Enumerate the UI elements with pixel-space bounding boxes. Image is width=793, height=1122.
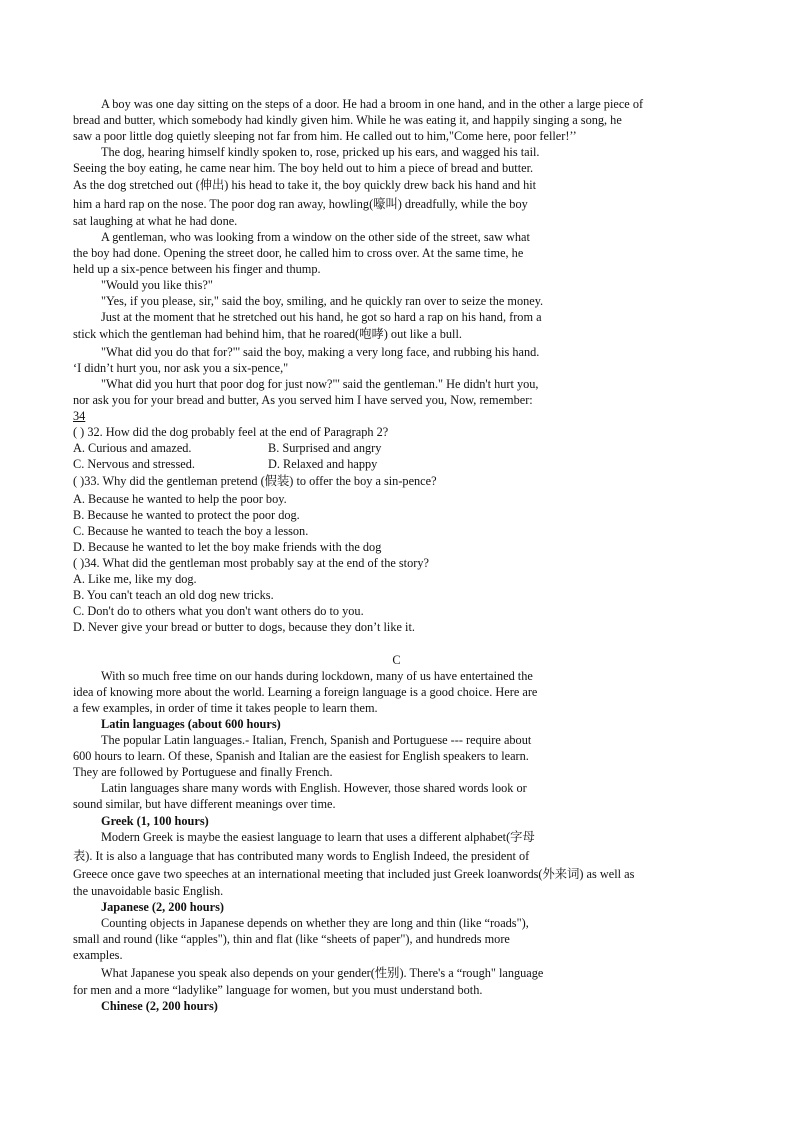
chinese-title: Chinese (2, 200 hours) xyxy=(101,999,218,1013)
q34-option-d: D. Never give your bread or butter to dogs, because they don’t like it. xyxy=(73,620,415,634)
passage-b-p2-line1: The dog, hearing himself kindly spoken to, rose, pricked up his ears, and wagged his tail. xyxy=(101,145,540,159)
q32-option-b: B. Surprised and angry xyxy=(268,441,382,455)
latin-p1-line1: The popular Latin languages.- Italian, French, Spanish and Portuguese --- require about xyxy=(101,733,532,747)
q34-option-b: B. You can't teach an old dog new tricks. xyxy=(73,588,274,602)
q33-option-a: A. Because he wanted to help the poor boy. xyxy=(73,492,287,506)
passage-b-p7-line2: ‘I didn’t hurt you, nor ask you a six-pence," xyxy=(73,361,289,375)
q33-option-b: B. Because he wanted to protect the poor dog. xyxy=(73,508,300,522)
passage-b-p6-line2: stick which the gentleman had behind him, that he roared(咆哮) out like a bull. xyxy=(73,327,462,341)
latin-p1-line2: 600 hours to learn. Of these, Spanish and Italian are the easiest for English speakers to learn. xyxy=(73,749,529,763)
latin-p1-line3: They are followed by Portuguese and finally French. xyxy=(73,765,333,779)
greek-p-line4: the unavoidable basic English. xyxy=(73,884,224,898)
passage-b-p8-line1: "What did you hurt that poor dog for just now?"' said the gentleman." He didn't hurt you, xyxy=(101,377,539,391)
section-c-heading: C xyxy=(392,653,401,667)
passage-b-p3-line2: the boy had done. Opening the street door, he called him to cross over. At the same time, he xyxy=(73,246,524,260)
passage-b-p1-line3: saw a poor little dog quietly sleeping not far from him. He called out to him,"Come here, poor feller!’’ xyxy=(73,129,577,143)
q34-option-a: A. Like me, like my dog. xyxy=(73,572,197,586)
passage-b-p3-line3: held up a six-pence between his finger and thump. xyxy=(73,262,321,276)
passage-b-p7-line1: "What did you do that for?"' said the boy, making a very long face, and rubbing his hand. xyxy=(101,345,540,359)
passage-b-p1-line2: bread and butter, which somebody had kindly given him. While he was eating it, and happily singing a song, he xyxy=(73,113,622,127)
section-c-intro-line3: a few examples, in order of time it takes people to learn them. xyxy=(73,701,378,715)
latin-p2-line2: sound similar, but have different meanings over time. xyxy=(73,797,336,811)
japanese-p1-line1: Counting objects in Japanese depends on whether they are long and thin (like “roads"), xyxy=(101,916,529,930)
q32-stem: ( ) 32. How did the dog probably feel at the end of Paragraph 2? xyxy=(73,425,389,439)
q34-stem: ( )34. What did the gentleman most probably say at the end of the story? xyxy=(73,556,429,570)
q33-stem: ( )33. Why did the gentleman pretend (假装) to offer the boy a sin-pence? xyxy=(73,474,437,488)
passage-b-p1-line1: A boy was one day sitting on the steps of a door. He had a broom in one hand, and in the other a large piece of xyxy=(101,97,644,111)
greek-title: Greek (1, 100 hours) xyxy=(101,814,209,828)
blank-34: 34 xyxy=(73,409,86,423)
japanese-title: Japanese (2, 200 hours) xyxy=(101,900,224,914)
passage-b-p2-line3: As the dog stretched out (伸出) his head to take it, the boy quickly drew back his hand and hit xyxy=(73,178,537,192)
q34-option-c: C. Don't do to others what you don't want others do to you. xyxy=(73,604,364,618)
passage-b-p8-line2: nor ask you for your bread and butter, As you served him I have served you, Now, remember: xyxy=(73,393,533,407)
greek-p-line3: Greece once gave two speeches at an international meeting that included just Greek loanwords(外来词) as well as xyxy=(73,867,635,881)
greek-p-line2: 表). It is also a language that has contributed many words to English Indeed, the president of xyxy=(73,849,530,863)
section-c-intro-line1: With so much free time on our hands during lockdown, many of us have entertained the xyxy=(101,669,533,683)
q32-option-d: D. Relaxed and happy xyxy=(268,457,378,471)
passage-b-p5: "Yes, if you please, sir," said the boy, smiling, and he quickly ran over to seize the money. xyxy=(101,294,544,308)
q33-option-c: C. Because he wanted to teach the boy a lesson. xyxy=(73,524,309,538)
q33-option-d: D. Because he wanted to let the boy make friends with the dog xyxy=(73,540,382,554)
section-c-intro-line2: idea of knowing more about the world. Learning a foreign language is a good choice. Here are xyxy=(73,685,538,699)
latin-p2-line1: Latin languages share many words with English. However, those shared words look or xyxy=(101,781,527,795)
passage-b-p3-line1: A gentleman, who was looking from a window on the other side of the street, saw what xyxy=(101,230,530,244)
greek-p-line1: Modern Greek is maybe the easiest language to learn that uses a different alphabet(字母 xyxy=(101,830,535,844)
passage-b-p6-line1: Just at the moment that he stretched out his hand, he got so hard a rap on his hand, from a xyxy=(101,310,542,324)
japanese-p1-line2: small and round (like “apples"), thin and flat (like “sheets of paper"), and hundreds more xyxy=(73,932,510,946)
passage-b-p2-line2: Seeing the boy eating, he came near him. The boy held out to him a piece of bread and butter. xyxy=(73,161,534,175)
q32-option-c: C. Nervous and stressed. xyxy=(73,457,195,471)
q32-option-a: A. Curious and amazed. xyxy=(73,441,192,455)
passage-b-p4: "Would you like this?" xyxy=(101,278,213,292)
japanese-p1-line3: examples. xyxy=(73,948,123,962)
japanese-p2-line1: What Japanese you speak also depends on your gender(性别). There's a “rough" language xyxy=(101,966,544,980)
latin-title: Latin languages (about 600 hours) xyxy=(101,717,281,731)
passage-b-p2-line4: him a hard rap on the nose. The poor dog ran away, howling(嚎叫) dreadfully, while the boy xyxy=(73,197,528,211)
japanese-p2-line2: for men and a more “ladylike” language for women, but you must understand both. xyxy=(73,983,483,997)
passage-b-p2-line5: sat laughing at what he had done. xyxy=(73,214,238,228)
